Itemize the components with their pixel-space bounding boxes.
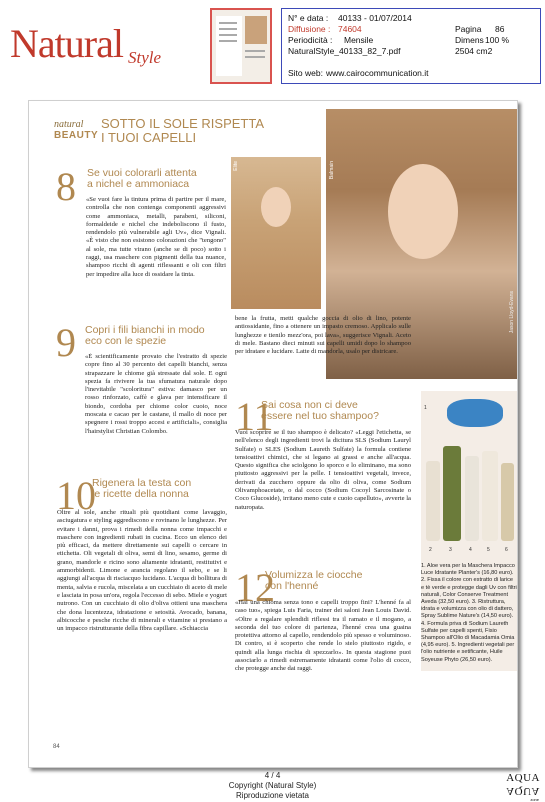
info-periodicity-value: Mensile (344, 35, 374, 45)
tip-heading-12 (265, 570, 411, 592)
product-number: 4 (469, 547, 472, 553)
tip-heading-line: a nichel e ammoniaca (87, 178, 190, 190)
tip-number-10: 10 (56, 473, 96, 518)
magazine-page (28, 100, 518, 768)
section-label: BEAUTY (54, 130, 99, 141)
info-filename: NaturalStyle_40133_82_7.pdf (288, 46, 401, 56)
tip-text-11: Vuoi scoprire se il tuo shampoo è delicato? «Leggi l'etichetta, se nell'elenco degli ingredienti trovi la dicitura SLS (Sodium Lauryl Sulfate) o SLES (Sodium Laureth Sulfate) la formula contiene tensioattivi chimici, che si legano ai grassi e anche all'acqua. Questo significa che sciolgono lo sporco e lo eliminano, ma sono piuttosto aggressivi per la pelle. I tensioattivi vegetali, invece, derivati da zucchero oppure da olio di oliva, come Sodium Olivamphoacetate, o dal cocco (Sodium Cocoyl Sarcosinate o Coco Glucoside), irritano meno cute e cuoio capelluto», avverte la naturopata. (235, 429, 411, 511)
tip-heading-line: essere nel tuo shampoo? (261, 410, 379, 422)
tip-heading-line: Volumizza le ciocche (265, 569, 363, 581)
tip-heading-line: eco con le spezie (85, 335, 167, 347)
tip-number-12: 12 (235, 565, 275, 610)
footer-copyright: Copyright (Natural Style) (228, 781, 317, 790)
section-kicker: natural (54, 119, 84, 130)
product-jar-1 (447, 399, 503, 427)
tip-text-9: «È scientificamente provato che l'estratto di spezie copre fino al 30 percento dei capelli bianchi, senza strapazzare le chiome già stressate dal sole. E ogni spezia fa rivivere la tua sfumatura naturale dopo l'inevitabile "scoloritura" estiva: damasco per un rosso rinforzato, caffè e glava per intensificare il biondo, cordoba per chiome color cuoio, noce moscata e cacao per le castane, il mallo di noce per spegnere i rossi troppo accesi e artificiali», consiglia l'hairstylist Christian Colombo. (85, 353, 227, 435)
tip-heading-8 (87, 168, 227, 190)
photo-credit: Jason Lloyd-Evans (509, 291, 515, 334)
thumbnail-left-page (216, 16, 242, 76)
model-photo-elite (231, 157, 321, 309)
logo-main-text: Natural (10, 21, 123, 66)
tip-text-12: «Hai una chioma senza tono e capelli troppo fini? L'henné fa al caso tuo», spiega Luis Faria, trainer dei saloni Jean Louis David. «Oltre a regalare splendidi riflessi tra il ramato e il mogano, a seconda del tuo colore di partenza, l'henné crea una guaina protettiva attorno al capello, rendendolo più spesso e voluminoso. Di contro, si è scoperto che rende lo stelo piuttosto rigido, e quindi alla lunga rischia di spezzarlo». In questa stagione puoi associarlo a rimedi estremamente idratanti come l'olio di cocco, che protegge anche dai raggi. (235, 599, 411, 673)
info-date-value: 40133 - 01/07/2014 (338, 13, 412, 23)
tip-text-8: «Se vuoi fare la tintura prima di partire per il mare, controlla che non contenga componenti aggressivi come ammoniaca, metalli, parabeni, siliconi, formaldeide e nichel che indeboliscono il fusto, rendendolo più vulnerabile agli Uv», dice Vignali. «È visto che non esistono colorazioni che "tengono" al sole, ma tutte virano (anche se di poco) sotto i raggi, usa maschere con pigmenti della tua nuance, shampoo ricchi di agenti riflessanti e oli con filtri per impedire alla luce di ossidare la tinta. (86, 196, 226, 278)
page-thumbnail[interactable] (210, 8, 272, 84)
thumbnail-line (245, 56, 265, 58)
tip-text-10: Oltre al sole, anche rituali più quotidiani come lavaggio, asciugatura e styling aggrediscono e rovinano le lunghezze. Per evitare i danni, prova i rimedi della nonna come impacchi e maschere con ingredienti rubati in cucina. Ecco un elenco dei più efficaci, da mettere direttamente sui capelli o cercare in etichetta. Oli vegetali di oliva, semi di lino, sesamo, germe di grano, mandorle e ricino sono altamente idratanti, restitutivi e ammorbidenti. Limone e arancia regolano il sebo, e se li aggiungi all'acqua di risciacquo lucidano. L'acqua di bollitura di menta, salvia e rucola, miscelata a un cucchiaio di aceto di mele e lasciata in posa un'ora, regola l'eccesso di sebo. Miele e yogurt nutrono. Con un cucchiaio di olio d'oliva ottieni una maschera che dona lucentezza, idratazione e setosità. Avocado, banana, albicocche e pesche ricche di minerali e vitamine si prestano a un impacco ristrutturante della fibra capillare. «Schiaccia (57, 509, 227, 633)
product-bottle-5 (482, 451, 498, 541)
model-face (388, 164, 458, 259)
tip-number-9: 9 (56, 320, 76, 365)
product-number: 6 (505, 547, 508, 553)
info-diffusion-label: Diffusione : (288, 24, 331, 34)
article-title-line: SOTTO IL SOLE RISPETTA (101, 116, 265, 131)
tip-heading-11 (261, 400, 411, 422)
product-number: 5 (487, 547, 490, 553)
tip-text-10-continued: bene la frutta, metti qualche goccia di olio di lino, potente antiossidante, fino a ottenere un impasto cremoso. Applicalo sulle lunghezze e tienilo mezz'ora, poi lava», suggerisce Vignali. Aceto di mele. Bastano dieci minuti sui capelli umidi dopo lo shampoo per idratare e lucidare. Latte di mandorla, usalo per districare. (235, 315, 411, 356)
info-periodicity-label: Periodicità : (288, 35, 333, 45)
thumbnail-photo (245, 16, 267, 44)
product-number: 1 (424, 405, 427, 411)
aqua-logo-mirrored: AQUA (506, 785, 540, 797)
logo-sub-text: Style (128, 48, 162, 67)
photo-caption-balmain: Balmain (329, 161, 335, 180)
thumbnail-line (219, 40, 237, 42)
tip-heading-10 (92, 478, 227, 500)
product-bottle-4 (465, 456, 479, 541)
info-size-label: Dimens (455, 35, 484, 45)
info-page-value: 86 (495, 24, 505, 34)
info-area-value: 2504 cm2 (455, 46, 493, 56)
magazine-logo (10, 22, 200, 72)
info-date-label: N° e data : (288, 13, 329, 23)
clipping-info-box (281, 8, 541, 84)
tip-number-11: 11 (235, 394, 274, 439)
article-title-line: I TUOI CAPELLI (101, 130, 197, 145)
product-bottle-2 (426, 461, 440, 541)
thumbnail-line (219, 22, 237, 24)
info-size-value: 100 % (485, 35, 510, 45)
product-bottle-6 (501, 463, 514, 541)
tip-heading-line: Rigenera la testa con (92, 477, 192, 489)
product-bottle-3 (443, 446, 461, 541)
footer-reproduction: Riproduzione vietata (236, 791, 309, 800)
info-site-label: Sito web: (288, 68, 323, 78)
tip-heading-9 (85, 325, 227, 347)
products-description: 1. Aloe vera per la Maschera Impacco Luce Idratante Planter's (16,80 euro). 2. Fissa il colore con estratto di larice e tè verde e protegge dagli Uv con filtri naturali, Color Conserve Treatment Aveda (32,50 euro). 3. Ristruttura, idrata e volumizza con olio di dattero, Spray Sublime Nature's (14,50 euro). 4. Formula priva di Sodium Laureth Sulfate per capelli spenti, Fisio Shampoo all'Olio di Macadamia Omia (4,95 euro). 5. Ingredienti vegetali per l'olio nutriente e setificante, Huile Soyeuse Phyto (26,50 euro). (421, 563, 517, 663)
photo-caption-elite: Elite (233, 161, 239, 171)
product-number: 2 (429, 547, 432, 553)
info-site-link[interactable]: www.cairocommunication.it (326, 68, 429, 78)
tip-heading-line: Sai cosa non ci deve (261, 399, 358, 411)
aqua-logo-suffix: zone (530, 797, 539, 802)
model-face (261, 187, 291, 227)
page-number: 84 (53, 744, 60, 750)
tip-heading-line: le ricette della nonna (92, 488, 189, 500)
info-page-label: Pagina (455, 24, 482, 34)
thumbnail-line (219, 28, 237, 30)
product-number: 3 (449, 547, 452, 553)
footer-page-count: 4 / 4 (264, 771, 281, 780)
tip-heading-line: Se vuoi colorarli attenta (87, 167, 197, 179)
tip-number-8: 8 (56, 164, 76, 209)
thumbnail-line (219, 34, 237, 36)
thumbnail-line (245, 50, 265, 52)
info-diffusion-value: 74604 (338, 24, 362, 34)
aqua-logo: AQUA (506, 772, 540, 784)
tip-heading-line: Copri i fili bianchi in modo (85, 324, 205, 336)
article-title (101, 117, 311, 145)
tip-heading-line: con l'henné (265, 580, 319, 592)
